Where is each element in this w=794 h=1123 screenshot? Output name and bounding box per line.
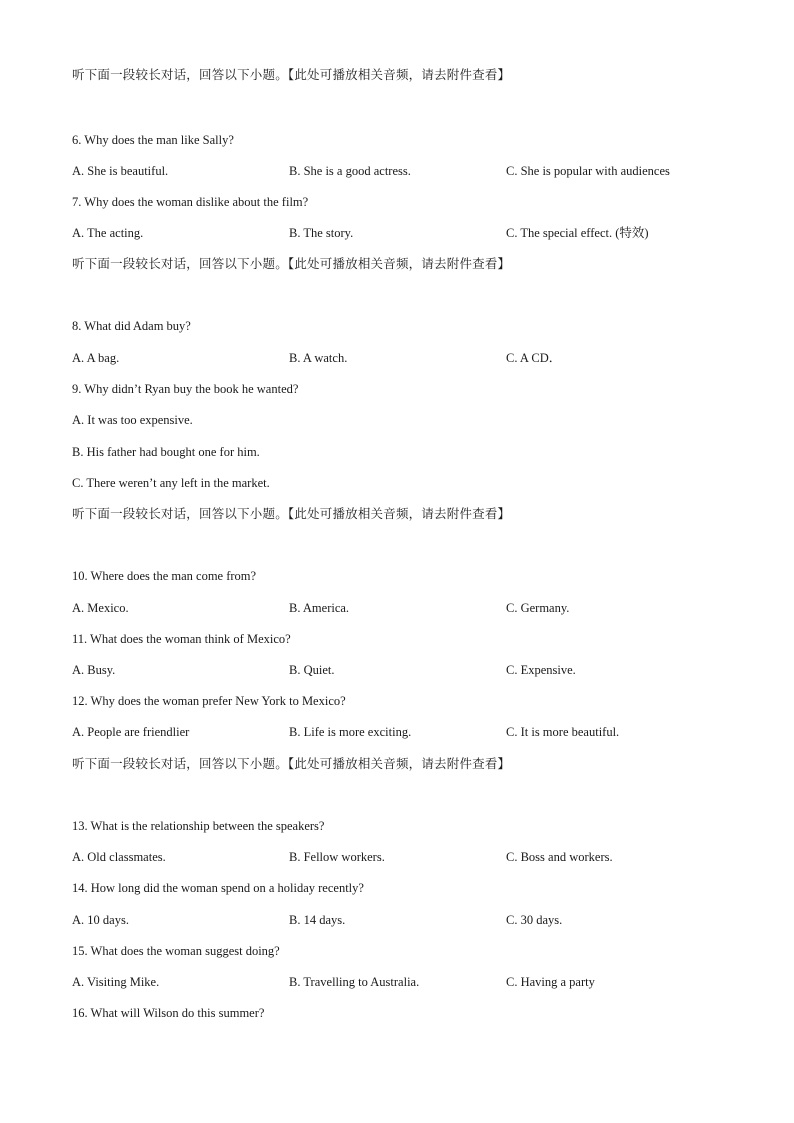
question-6: 6. Why does the man like Sally? <box>72 133 234 147</box>
option-7a: A. The acting. <box>72 226 144 240</box>
option-15c: C. Having a party <box>506 975 595 989</box>
option-6b: B. She is a good actress. <box>289 164 411 178</box>
question-14: 14. How long did the woman spend on a holiday recently? <box>72 881 364 895</box>
option-8b: B. A watch. <box>289 351 348 365</box>
question-15: 15. What does the woman suggest doing? <box>72 944 280 958</box>
option-13a: A. Old classmates. <box>72 850 166 864</box>
option-13c: C. Boss and workers. <box>506 850 613 864</box>
question-10: 10. Where does the man come from? <box>72 569 257 583</box>
option-6c: C. She is popular with audiences <box>506 164 670 178</box>
option-13b: B. Fellow workers. <box>289 850 385 864</box>
option-11a: A. Busy. <box>72 663 116 677</box>
listening-instruction: 听下面一段较长对话，回答以下小题。【此处可播放相关音频，请去附件查看】 <box>72 67 511 82</box>
question-16: 16. What will Wilson do this summer? <box>72 1006 265 1020</box>
question-11: 11. What does the woman think of Mexico? <box>72 632 291 646</box>
option-12c: C. It is more beautiful. <box>506 725 620 739</box>
option-10a: A. Mexico. <box>72 601 129 615</box>
question-9: 9. Why didn’t Ryan buy the book he wanted? <box>72 382 299 396</box>
option-8a: A. A bag. <box>72 351 120 365</box>
listening-instruction: 听下面一段较长对话，回答以下小题。【此处可播放相关音频，请去附件查看】 <box>72 756 511 771</box>
option-10c: C. Germany. <box>506 601 570 615</box>
option-10b: B. America. <box>289 601 350 615</box>
option-14b: B. 14 days. <box>289 913 346 927</box>
question-7: 7. Why does the woman dislike about the film? <box>72 195 309 209</box>
option-12b: B. Life is more exciting. <box>289 725 412 739</box>
listening-instruction: 听下面一段较长对话，回答以下小题。【此处可播放相关音频，请去附件查看】 <box>72 506 511 521</box>
option-9a: A. It was too expensive. <box>72 413 193 427</box>
question-12: 12. Why does the woman prefer New York to Mexico? <box>72 694 346 708</box>
option-14c: C. 30 days. <box>506 913 563 927</box>
option-12a: A. People are friendlier <box>72 725 190 739</box>
option-15a: A. Visiting Mike. <box>72 975 160 989</box>
option-11c: C. Expensive. <box>506 663 576 677</box>
question-13: 13. What is the relationship between the speakers? <box>72 819 325 833</box>
option-15b: B. Travelling to Australia. <box>289 975 420 989</box>
option-9b: B. His father had bought one for him. <box>72 445 260 459</box>
option-8c: C. A CD． <box>506 351 562 365</box>
option-6a: A. She is beautiful. <box>72 164 169 178</box>
listening-instruction: 听下面一段较长对话，回答以下小题。【此处可播放相关音频，请去附件查看】 <box>72 256 511 271</box>
question-8: 8. What did Adam buy? <box>72 319 191 333</box>
option-11b: B. Quiet. <box>289 663 335 677</box>
option-7b: B. The story. <box>289 226 354 240</box>
option-14a: A. 10 days. <box>72 913 129 927</box>
option-9c: C. There weren’t any left in the market. <box>72 476 270 490</box>
option-7c: C. The special effect. (特效) <box>506 226 649 240</box>
